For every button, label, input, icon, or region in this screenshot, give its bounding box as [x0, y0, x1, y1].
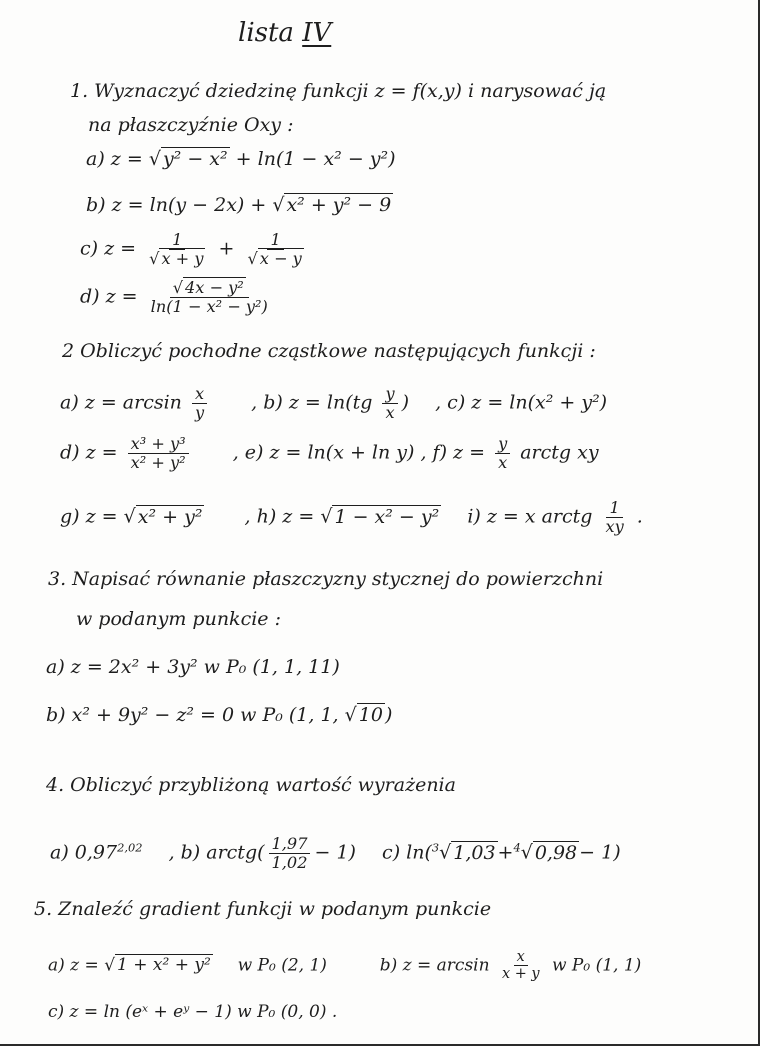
radical-sign: √ [344, 704, 357, 726]
equation-mid: ln(y − 2x) + [149, 194, 267, 216]
radical-sign: √ [104, 955, 116, 976]
equation-main: b) x² + 9y² − z² = 0 w P₀ (1, 1, [46, 704, 339, 726]
equation-tail: − 1) [579, 841, 621, 864]
radical-sign: √ [520, 841, 533, 864]
radicand: y² − x² [162, 148, 228, 170]
radicand: 10 [358, 704, 383, 726]
q2-item-f: , f) z = [420, 441, 486, 464]
denominator: 1,02 [271, 853, 308, 873]
q4-heading: 4. Obliczyć przybliżoną wartość wyrażenia [46, 774, 456, 796]
numerator: y [495, 436, 510, 454]
numerator: x³ + y³ [128, 436, 189, 454]
q5-item-c: c) z = ln (eˣ + eʸ − 1) w P₀ (0, 0) . [48, 1002, 338, 1022]
denominator: x [385, 403, 395, 423]
denominator: xy [605, 517, 624, 537]
q5-heading: 5. Znaleźć gradient funkcji w podanym punkcie [34, 898, 492, 920]
radical-sign: √ [439, 841, 452, 864]
q4-item-a: a) 0,97 [50, 841, 118, 864]
q1-item-b [86, 196, 393, 215]
denominator: x [498, 453, 508, 473]
q1-item-c [80, 232, 311, 267]
fraction [128, 436, 189, 471]
fraction [499, 950, 543, 982]
equation-tail: + ln(1 − x² − y²) [235, 148, 396, 170]
equation-prefix: z = [105, 285, 138, 308]
q2-row-1 [60, 386, 607, 421]
q1-heading-line2: na płaszczyźnie Oxy : [88, 114, 294, 136]
q3-heading-line2: w podanym punkcie : [76, 608, 281, 630]
q3-item-a: a) z = 2x² + 3y² w P₀ (1, 1, 11) [46, 656, 340, 678]
denominator: x + y [501, 966, 540, 983]
radicand: x − y [259, 249, 302, 269]
radicand: 0,98 [534, 841, 578, 864]
denominator: y [194, 403, 205, 423]
denominator: √ x − y [247, 249, 302, 269]
q2-item-c: , c) z = ln(x² + y²) [435, 391, 608, 414]
radical-sign: √ [320, 505, 333, 528]
q3-item-b [46, 706, 392, 725]
closing-paren: ) [401, 391, 409, 414]
q5-item-b: b) z = arcsin [379, 955, 490, 976]
numerator: 1 [606, 500, 622, 518]
radicand: 4x − y² [185, 278, 244, 297]
q4-item-c: c) ln( [382, 841, 432, 864]
q2-row-3 [60, 500, 643, 535]
point: w P₀ (2, 1) [237, 955, 327, 976]
equation-prefix: z = [104, 237, 137, 260]
radicand: x² + y² − 9 [286, 194, 392, 216]
fraction [495, 436, 510, 471]
q4-items [50, 836, 621, 871]
denominator: ln(1 − x² − y²) [150, 297, 268, 317]
equation-tail: − 1) [314, 841, 356, 864]
root-index: 4 [513, 840, 521, 855]
denominator: √ x + y [149, 249, 204, 269]
numerator: y [382, 386, 397, 404]
numerator: x [192, 386, 207, 404]
q2-item-i: i) z = x arctg [467, 505, 593, 528]
fraction [148, 280, 271, 315]
q2-row-2 [60, 436, 599, 471]
q2-item-g: g) z = [60, 505, 118, 528]
plus-sign: + [497, 841, 514, 864]
fraction [382, 386, 397, 421]
q5-row-1 [48, 950, 641, 982]
numerator: 1,97 [269, 836, 311, 854]
denominator: x² + y² [130, 453, 186, 473]
numerator: x [514, 950, 528, 966]
q5-item-a: a) z = [48, 955, 99, 976]
q2-item-h: , h) z = [244, 505, 315, 528]
numerator: 1 [169, 232, 185, 250]
radical-sign: √ [272, 194, 285, 216]
radicand: x² + y² [137, 505, 203, 528]
radicand: x + y [161, 249, 204, 269]
point: w P₀ (1, 1) [551, 955, 642, 976]
title-text: lista [238, 18, 294, 48]
fraction [146, 232, 208, 267]
period: . [636, 505, 643, 528]
item-label: d) [80, 285, 100, 308]
q2-heading: 2 Obliczyć pochodne cząstkowe następujących funkcji : [62, 340, 596, 362]
fraction [192, 386, 207, 421]
q1-heading-line1: 1. Wyznaczyć dziedzinę funkcji z = f(x,y) i narysować ją [70, 80, 607, 102]
q1-item-d [80, 280, 275, 315]
q2-item-a: a) z = arcsin [60, 391, 182, 414]
item-label: c) [80, 237, 99, 260]
equation-prefix: z = [110, 148, 143, 170]
fraction [603, 500, 627, 535]
equation-tail: arctg xy [520, 441, 599, 464]
q2-item-d: d) z = [60, 441, 118, 464]
root-index: 3 [431, 840, 440, 855]
fraction [269, 836, 311, 871]
radicand: 1 + x² + y² [117, 955, 211, 976]
q1-item-a [86, 150, 396, 169]
fraction [244, 232, 306, 267]
numerator: √ 4x − y² [170, 280, 249, 298]
exponent: 2,02 [117, 840, 143, 855]
equation-prefix: z = [111, 194, 144, 216]
radicand: 1,03 [453, 841, 496, 864]
plus-sign: + [218, 237, 235, 260]
q2-item-b: , b) z = ln(tg [251, 391, 373, 414]
radical-sign: √ [123, 505, 136, 528]
page-title [238, 20, 331, 46]
closing-paren: ) [384, 704, 393, 726]
numerator: 1 [267, 232, 283, 250]
q3-heading-line1: 3. Napisać równanie płaszczyzny stycznej do powierzchni [48, 568, 604, 590]
item-label: a) [86, 148, 105, 170]
q4-item-b: , b) arctg( [168, 841, 265, 864]
item-label: b) [86, 194, 106, 216]
title-number: IV [302, 18, 332, 48]
radicand: 1 − x² − y² [334, 505, 440, 528]
q2-item-e: , e) z = ln(x + ln y) [232, 441, 415, 464]
radical-sign: √ [148, 148, 161, 170]
